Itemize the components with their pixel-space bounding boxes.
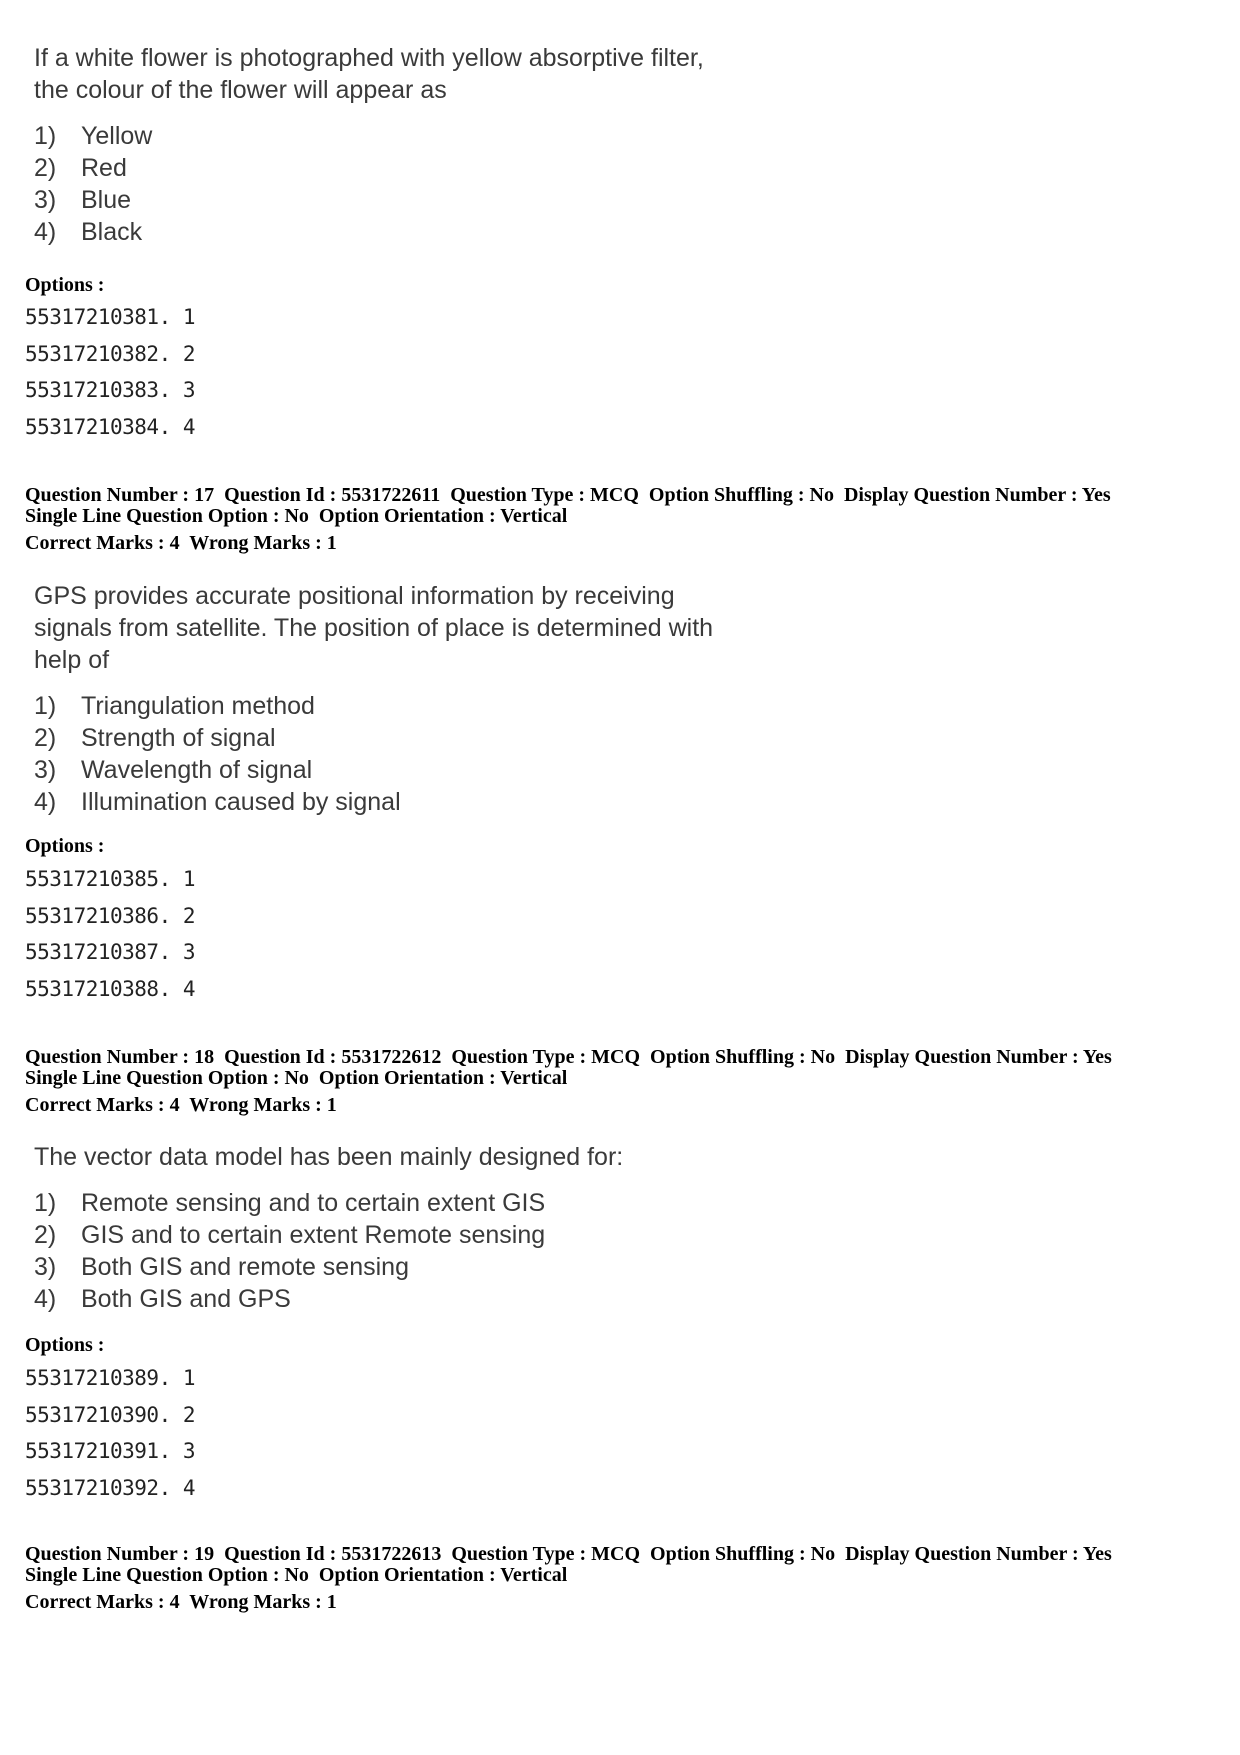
- question-18-meta: [25, 1047, 1225, 1116]
- option-id: 55317210385. 1: [25, 867, 196, 891]
- question-18-body: [34, 1141, 794, 1315]
- question-17-meta: [25, 485, 1225, 554]
- question-18-choice-1: 1) Remote sensing and to certain extent GIS: [34, 1189, 546, 1217]
- question-17-choice-3: 3) Wavelength of signal: [34, 756, 313, 784]
- question-16-options-label: Options :: [25, 274, 105, 296]
- question-16-choice-4: 4) Black: [34, 218, 143, 246]
- question-18-option-list: [25, 1360, 195, 1506]
- question-17-choice-4: 4) Illumination caused by signal: [34, 788, 401, 816]
- question-17-body: [34, 580, 794, 818]
- option-id: 55317210386. 2: [25, 903, 196, 928]
- question-19-meta: [25, 1544, 1225, 1613]
- option-id: 55317210382. 2: [25, 341, 196, 366]
- question-17-options-label: Options :: [25, 835, 105, 857]
- question-18-choice-2: 2) GIS and to certain extent Remote sensing: [34, 1221, 546, 1249]
- question-19-meta-line2: Single Line Question Option : No Option Orientation : Vertical: [25, 1564, 568, 1586]
- question-18-text: The vector data model has been mainly designed for:: [34, 1143, 624, 1171]
- question-16-choice-2: 2) Red: [34, 154, 127, 182]
- option-id: 55317210387. 3: [25, 940, 196, 964]
- option-id: 55317210392. 4: [25, 1475, 196, 1500]
- question-16-text: If a white flower is photographed with yellow absorptive filter, the colour of the flower will appear as: [34, 44, 704, 104]
- question-16-body: [34, 42, 794, 248]
- question-18-meta-line2: Single Line Question Option : No Option Orientation : Vertical: [25, 1067, 568, 1089]
- option-id: 55317210384. 4: [25, 414, 196, 439]
- question-18-choice-3: 3) Both GIS and remote sensing: [34, 1253, 409, 1281]
- question-16-option-list: [25, 299, 195, 445]
- question-19-marks: Correct Marks : 4 Wrong Marks : 1: [25, 1591, 337, 1613]
- question-17-marks: Correct Marks : 4 Wrong Marks : 1: [25, 532, 337, 554]
- question-17-meta-line1: Question Number : 17 Question Id : 5531722611 Question Type : MCQ Option Shuffling : No Display Question Number : Yes: [25, 484, 1111, 506]
- question-17-choice-2: 2) Strength of signal: [34, 724, 276, 752]
- option-id: 55317210391. 3: [25, 1439, 196, 1463]
- option-id: 55317210389. 1: [25, 1366, 196, 1390]
- question-17-choice-1: 1) Triangulation method: [34, 692, 315, 720]
- question-17-meta-line2: Single Line Question Option : No Option Orientation : Vertical: [25, 505, 568, 527]
- option-id: 55317210381. 1: [25, 305, 196, 329]
- question-18-marks: Correct Marks : 4 Wrong Marks : 1: [25, 1094, 337, 1116]
- question-16-choice-1: 1) Yellow: [34, 122, 153, 150]
- question-16-choice-3: 3) Blue: [34, 186, 132, 214]
- option-id: 55317210388. 4: [25, 976, 196, 1001]
- question-19-meta-line1: Question Number : 19 Question Id : 5531722613 Question Type : MCQ Option Shuffling : No Display Question Number : Yes: [25, 1543, 1112, 1565]
- question-17-text: GPS provides accurate positional information by receiving signals from satellite. The position of place is determined with help of: [34, 582, 714, 674]
- question-18-meta-line1: Question Number : 18 Question Id : 5531722612 Question Type : MCQ Option Shuffling : No Display Question Number : Yes: [25, 1046, 1112, 1068]
- question-18-options-label: Options :: [25, 1334, 105, 1356]
- question-18-choice-4: 4) Both GIS and GPS: [34, 1285, 291, 1313]
- option-id: 55317210383. 3: [25, 378, 196, 402]
- question-17-option-list: [25, 861, 195, 1007]
- option-id: 55317210390. 2: [25, 1402, 196, 1427]
